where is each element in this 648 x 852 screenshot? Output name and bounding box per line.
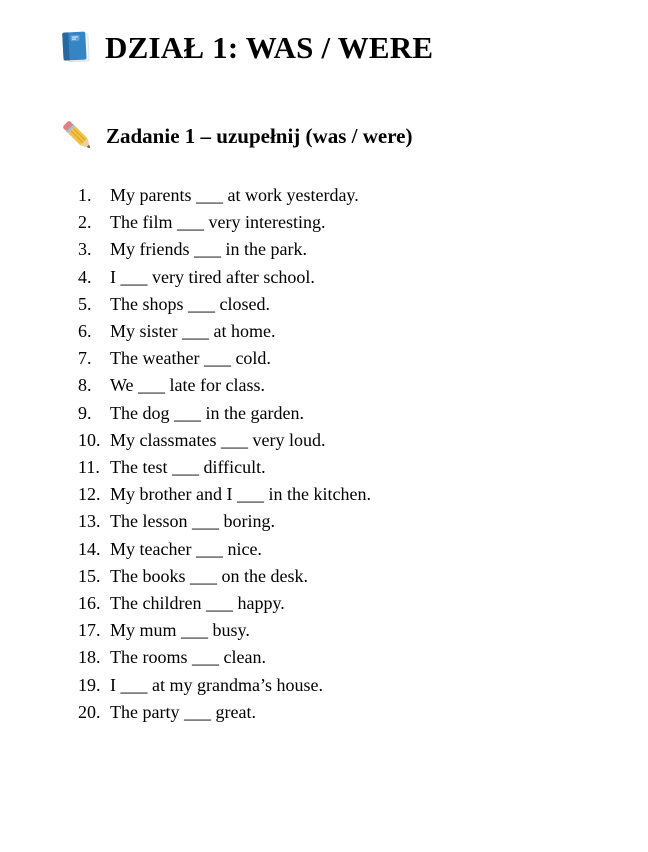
item-number: 12. (78, 484, 101, 505)
list-item (78, 400, 618, 427)
list-item (78, 536, 618, 563)
list-item (78, 644, 618, 671)
item-number: 19. (78, 674, 101, 695)
item-number: 14. (78, 538, 101, 559)
list-item (78, 672, 618, 699)
list-item (78, 209, 618, 236)
list-item (78, 427, 618, 454)
item-text: My mum ___ busy. (110, 620, 250, 641)
item-text: I ___ very tired after school. (110, 266, 315, 287)
item-text: My parents ___ at work yesterday. (110, 185, 359, 205)
item-text: The books ___ on the desk. (110, 565, 308, 586)
item-number: 16. (78, 593, 101, 614)
item-number: 4. (78, 266, 92, 287)
item-text: The children ___ happy. (110, 593, 285, 614)
item-number: 20. (78, 701, 101, 722)
list-item (78, 345, 618, 372)
list-item (78, 563, 618, 590)
item-text: My sister ___ at home. (110, 321, 276, 342)
list-item (78, 454, 618, 481)
item-text: I ___ at my grandma’s house. (110, 674, 323, 695)
pencil-icon (58, 116, 98, 156)
list-item (78, 236, 618, 263)
item-number: 17. (78, 620, 101, 641)
item-number: 5. (78, 293, 92, 314)
item-number: 13. (78, 511, 101, 532)
list-item (78, 590, 618, 617)
exercise-heading-row (58, 116, 618, 156)
item-text: My teacher ___ nice. (110, 538, 262, 559)
item-number: 6. (78, 321, 92, 342)
blue-book-icon (58, 29, 94, 67)
list-item (78, 264, 618, 291)
item-number: 9. (78, 402, 92, 423)
list-item (78, 182, 618, 209)
item-text: The shops ___ closed. (110, 293, 270, 314)
list-item (78, 318, 618, 345)
item-text: The rooms ___ clean. (110, 647, 266, 668)
item-number: 2. (78, 212, 92, 233)
item-text: The dog ___ in the garden. (110, 402, 304, 423)
item-number: 1. (78, 185, 92, 205)
item-number: 15. (78, 565, 101, 586)
item-text: The test ___ difficult. (110, 457, 266, 478)
item-text: The film ___ very interesting. (110, 212, 326, 233)
item-number: 18. (78, 647, 101, 668)
list-item (78, 699, 618, 726)
list-item (78, 372, 618, 399)
list-item (78, 617, 618, 644)
document-title: DZIAŁ 1: WAS / WERE (105, 30, 434, 65)
list-item (78, 508, 618, 535)
list-item (78, 481, 618, 508)
item-text: The party ___ great. (110, 701, 256, 722)
item-text: My friends ___ in the park. (110, 239, 307, 260)
item-number: 7. (78, 348, 92, 369)
item-number: 8. (78, 375, 92, 396)
item-number: 11. (78, 457, 100, 478)
exercise-list (78, 182, 618, 726)
item-text: My classmates ___ very loud. (110, 429, 326, 450)
item-number: 3. (78, 239, 92, 260)
item-text: My brother and I ___ in the kitchen. (110, 484, 371, 505)
document-title-row (58, 26, 618, 70)
item-text: We ___ late for class. (110, 375, 265, 396)
item-number: 10. (78, 429, 101, 450)
item-text: The lesson ___ boring. (110, 511, 275, 532)
item-text: The weather ___ cold. (110, 348, 271, 369)
list-item (78, 291, 618, 318)
exercise-heading: Zadanie 1 – uzupełnij (was / were) (106, 123, 413, 148)
